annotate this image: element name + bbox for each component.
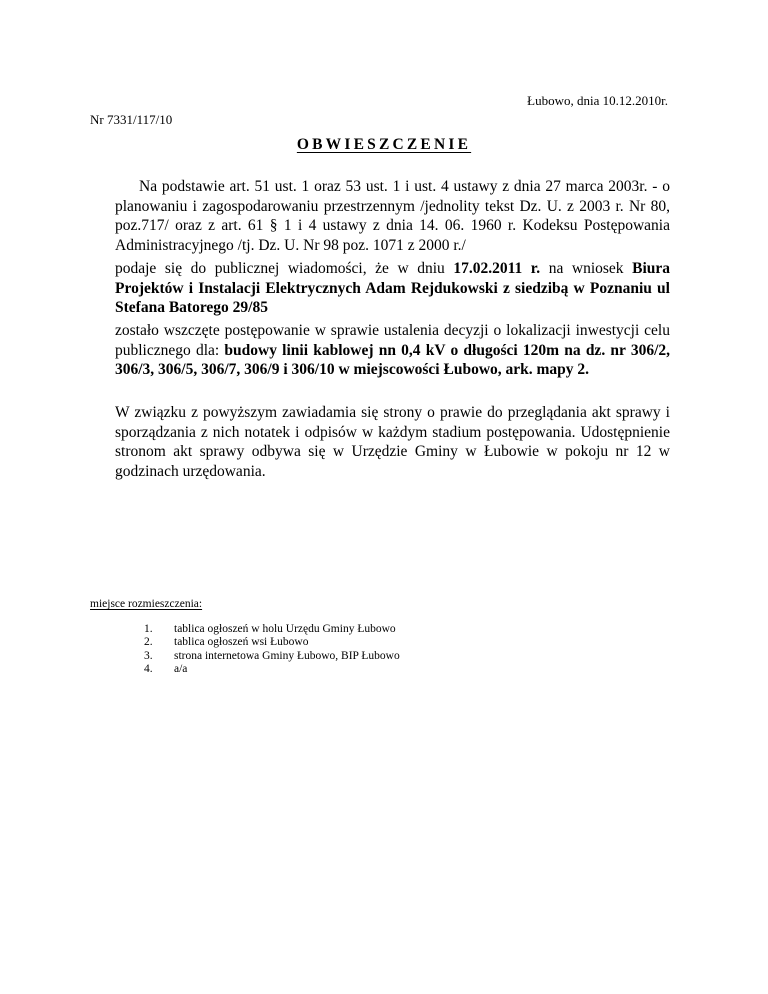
list-item-text: strona internetowa Gminy Łubowo, BIP Łubowo (174, 649, 400, 662)
list-item-number: 4. (144, 662, 153, 675)
notice-middle: na wniosek (548, 260, 624, 277)
notice-paragraph (115, 259, 670, 318)
list-item-number: 3. (144, 649, 153, 662)
list-item-text: a/a (174, 662, 188, 675)
list-item-number: 2. (144, 636, 153, 649)
proceedings-paragraph (115, 321, 670, 380)
applicant-name: Biura Projektów i Instalacji Elektrycznych Adam Rejdukowski z siedzibą w Poznaniu ul Stefana Batorego 29/85 (115, 260, 671, 316)
notice-intro: podaje się do publicznej wiadomości, że w dniu (115, 260, 445, 277)
list-item (144, 663, 400, 676)
distribution-list (144, 623, 400, 676)
list-item-number: 1. (144, 623, 153, 635)
list-item (144, 636, 400, 649)
legal-basis-paragraph: Na podstawie art. 51 ust. 1 oraz 53 ust. 1 i ust. 4 ustawy z dnia 27 marca 2003r. - o planowaniu i zagospodarowaniu przestrzennym /jednolity tekst Dz. U. z 2003 r. Nr 80, poz.717/ oraz z art. 61 § 1 i 4 ustawy z dnia 14. 06. 1960 r. Kodeksu Postępowania Administracyjnego /tj. Dz. U. Nr 98 poz. 1071 z 2000 r./ (115, 178, 670, 254)
reference-number: Nr 7331/117/10 (90, 112, 173, 127)
notice-date: 17.02.2011 r. (453, 260, 541, 277)
list-item (144, 623, 400, 636)
document-title: OBWIESZCZENIE (296, 136, 472, 153)
rights-paragraph: W związku z powyższym zawiadamia się strony o prawie do przeglądania akt sprawy i sporządzania z nich notatek i odpisów w każdym stadium postępowania. Udostępnienie stronom akt sprawy odbywa się w Urzędzie Gminy w Łubowie w pokoju nr 12 w godzinach urzędowania. (115, 404, 670, 480)
date-line: Łubowo, dnia 10.12.2010r. (527, 93, 668, 108)
list-item (144, 650, 400, 663)
list-item-text: tablica ogłoszeń w holu Urzędu Gminy Łubowo (174, 623, 396, 635)
distribution-label: miejsce rozmieszczenia: (90, 598, 203, 610)
investment-subject: budowy linii kablowej nn 0,4 kV o długości 120m na dz. nr 306/2, 306/3, 306/5, 306/7, 306/9 i 306/10 w miejscowości Łubowo, ark. mapy 2. (115, 341, 670, 378)
proceedings-intro: zostało wszczęte postępowanie w sprawie ustalenia decyzji o lokalizacji inwestycji celu publicznego dla: (115, 322, 670, 359)
list-item-text: tablica ogłoszeń wsi Łubowo (174, 636, 309, 649)
